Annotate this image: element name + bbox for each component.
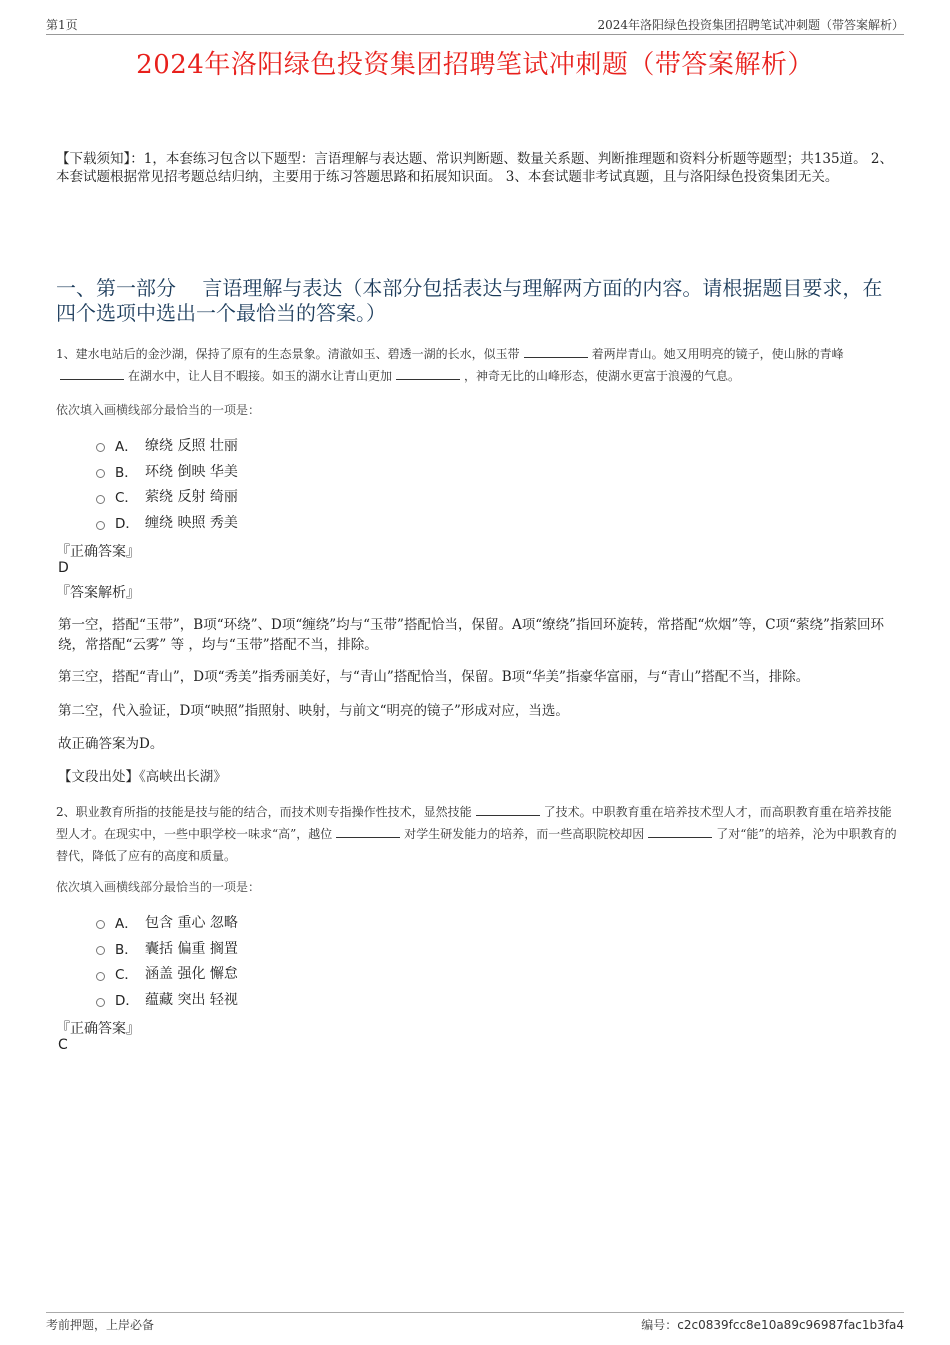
option-c[interactable]: C． 萦绕 反射 绮丽 [96,484,238,510]
correct-answer-label: 『正确答案』 [56,544,140,560]
page-header [46,14,904,35]
download-notice: 【下载须知】：1，本套练习包含以下题型：言语理解与表达题、常识判断题、数量关系题、判断推理题和资料分析题等题型；共135道。 2、本套试题根据常见招考题总结归纳，主要用于练习答题思路和拓展知识面。 3、本套试题非考试真题，且与洛阳绿色投资集团无关。 [56,151,893,185]
radio-circle-icon[interactable] [96,521,105,530]
page-title: 2024年洛阳绿色投资集团招聘笔试冲刺题（带答案解析） [136,50,814,80]
question-2-text: 2、职业教育所指的技能是技与能的结合，而技术则专指操作性技术，显然技能 了技术。中职教育重在培养技术型人才，而高职教育重在培养技能型人才。在现实中，一些中职学校一味求“高”，越位 对学生研发能力的培养，而一些高职院校却因 了对“能”的培养，沦为中职教育的替代，降低了应有的高度和质量。 [56,801,902,867]
option-d[interactable]: D． 缠绕 映照 秀美 [96,509,238,535]
source-citation: 【文段出处】《高峡出长湖》 [58,769,227,785]
radio-circle-icon[interactable] [96,469,105,478]
fill-blank [60,366,124,380]
page-footer [46,1312,904,1332]
section-title: 一、第一部分 言语理解与表达（本部分包括表达与理解两方面的内容。请根据题目要求，在四个选项中选出一个最恰当的答案。） [56,276,883,325]
radio-circle-icon[interactable] [96,443,105,452]
fill-blank [524,344,588,358]
radio-circle-icon[interactable] [96,972,105,981]
question-1-text: 1、建水电站后的金沙湖，保持了原有的生态景象。清澈如玉、碧透一湖的长水，似玉带 着两岸青山。她又用明亮的镜子，使山脉的青峰在湖水中，让人目不暇接。如玉的湖水让青山更加 ，神奇无比的山峰形态，使湖水更富于浪漫的气息。 [56,343,902,387]
analysis-paragraph: 第三空，搭配“青山”，D项“秀美”指秀丽美好，与“青山”搭配恰当，保留。B项“华美”指豪华富丽，与“青山”搭配不当，排除。 [58,669,810,685]
radio-circle-icon[interactable] [96,495,105,504]
footer-slogan: 考前押题，上岸必备 [46,1318,155,1332]
correct-answer: D [58,560,69,576]
fill-blank [336,824,400,838]
footer-code: 编号：c2c0839fcc8e10a89c96987fac1b3fa4 [641,1318,904,1332]
option-d[interactable]: D． 蕴藏 突出 轻视 [96,986,238,1012]
question-1-prompt: 依次填入画横线部分最恰当的一项是： [56,403,261,417]
question-2-options [96,909,238,1012]
header-doc-title: 2024年洛阳绿色投资集团招聘笔试冲刺题（带答案解析） [597,18,904,32]
radio-circle-icon[interactable] [96,946,105,955]
analysis-label: 『答案解析』 [56,585,140,601]
question-2-prompt: 依次填入画横线部分最恰当的一项是： [56,880,261,894]
question-1-options [96,432,238,535]
fill-blank [396,366,460,380]
option-b[interactable]: B． 囊括 偏重 搁置 [96,935,238,961]
analysis-paragraph: 第二空，代入验证，D项“映照”指照射、映射，与前文“明亮的镜子”形成对应，当选。 [58,703,569,719]
option-c[interactable]: C． 涵盖 强化 懈怠 [96,961,238,987]
analysis-conclusion: 故正确答案为D。 [58,736,164,752]
option-b[interactable]: B． 环绕 倒映 华美 [96,458,238,484]
radio-circle-icon[interactable] [96,998,105,1007]
option-a[interactable]: A． 缭绕 反照 壮丽 [96,432,238,458]
fill-blank [476,802,540,816]
correct-answer-label: 『正确答案』 [56,1021,140,1037]
radio-circle-icon[interactable] [96,920,105,929]
analysis-paragraph: 第一空，搭配“玉带”，B项“环绕”、D项“缠绕”均与“玉带”搭配恰当，保留。A项“缭绕”指回环旋转，常搭配“炊烟”等，C项“萦绕”指萦回环绕，常搭配“云雾” 等 ，均与“玉带”搭配不当，排除。 [58,617,884,653]
correct-answer: C [58,1037,68,1053]
page-number: 第1页 [46,18,78,32]
fill-blank [648,824,712,838]
option-a[interactable]: A． 包含 重心 忽略 [96,909,238,935]
